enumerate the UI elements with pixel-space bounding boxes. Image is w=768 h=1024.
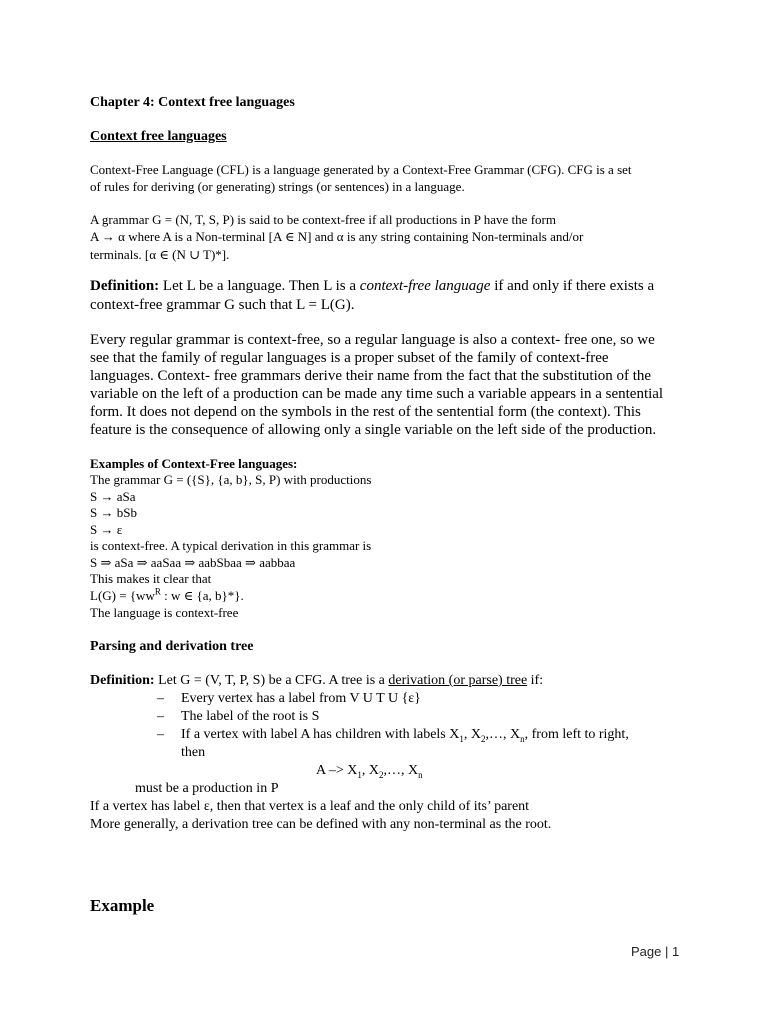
paragraph-line: A → α where A is a Non-terminal [A ∈ N] and α is any string containing Non-terminals and/or	[90, 229, 584, 244]
parsing-heading: Parsing and derivation tree	[90, 639, 254, 654]
definition-label: Definition:	[90, 278, 160, 294]
paragraph-line: Every regular grammar is context-free, so a regular language is also a context- free one, so we	[90, 332, 655, 348]
bullet-dash: –	[157, 727, 164, 742]
example-line: This makes it clear that	[90, 571, 212, 586]
bullet-dash: –	[157, 691, 164, 706]
example-line: S → bSb	[90, 505, 137, 520]
reverse-superscript: R	[154, 586, 161, 597]
definition-text: if and only if there exists a	[490, 278, 655, 294]
subscript: n	[520, 733, 525, 744]
definition-text: if:	[527, 673, 544, 688]
chapter-title: Chapter 4: Context free languages	[90, 95, 295, 110]
paragraph-line: of rules for deriving (or generating) strings (or sentences) in a language.	[90, 179, 465, 194]
language-text: : w ∈ {a, b}*}.	[160, 588, 244, 603]
paragraph-line: form. It does not depend on the symbols in the rest of the sentential form (the context). This	[90, 404, 641, 420]
subscript: 1	[459, 733, 464, 744]
example-line: is context-free. A typical derivation in this grammar is	[90, 538, 372, 553]
example-line: S → aSa	[90, 489, 136, 504]
definition-text: Let G = (V, T, P, S) be a CFG. A tree is a	[154, 673, 389, 688]
definition-line	[90, 278, 654, 295]
bullet-text: If a vertex with label A has children with labels X	[181, 727, 460, 742]
bullet-dash: –	[157, 709, 164, 724]
definition-term: derivation (or parse) tree	[388, 673, 528, 688]
definition-line	[90, 672, 543, 689]
subscript: n	[418, 769, 423, 780]
paragraph-line: variable on the left of a production can be made any time such a variable appears in a sentential	[90, 386, 664, 402]
definition-term: context-free language	[359, 278, 491, 294]
bullet-text: ,…, X	[485, 727, 521, 742]
formula-text: A –> X	[316, 763, 358, 778]
paragraph-line: Context-Free Language (CFL) is a language generated by a Context-Free Grammar (CFG). CFG is a set	[90, 162, 632, 177]
subscript: 1	[357, 769, 362, 780]
paragraph-line: see that the family of regular languages is a proper subset of the family of context-free	[90, 350, 609, 366]
bullet-text: , X	[463, 727, 481, 742]
definition-line: If a vertex has label ε, then that vertex is a leaf and the only child of its’ parent	[90, 799, 530, 814]
bullet-item: The label of the root is S	[181, 709, 320, 724]
definition-label: Definition:	[90, 673, 155, 688]
formula-text: ,…, X	[383, 763, 419, 778]
language-text: L(G) = {ww	[90, 588, 155, 603]
page-number: Page | 1	[631, 944, 680, 959]
paragraph-line: A grammar G = (N, T, S, P) is said to be context-free if all productions in P have the form	[90, 212, 556, 227]
section-heading: Context free languages	[90, 129, 227, 144]
example-line: S ⇒ aSa ⇒ aaSaa ⇒ aabSbaa ⇒ aabbaa	[90, 555, 296, 570]
formula-text: , X	[361, 763, 379, 778]
production-formula	[316, 762, 423, 779]
bullet-continuation: then	[181, 745, 206, 760]
paragraph-line: terminals. [α ∈ (N ∪ T)*].	[90, 247, 230, 262]
example-line: The language is context-free	[90, 605, 239, 620]
bullet-item	[181, 726, 629, 743]
language-definition	[90, 587, 244, 604]
subscript: 2	[378, 769, 384, 780]
bullet-item: Every vertex has a label from V U T U {ε}	[181, 691, 421, 706]
definition-line: must be a production in P	[135, 781, 279, 796]
paragraph-line: languages. Context- free grammars derive their name from the fact that the substitution of the	[90, 368, 652, 384]
subscript: 2	[481, 733, 486, 744]
example-line: The grammar G = ({S}, {a, b}, S, P) with productions	[90, 472, 372, 487]
example-line: S → ε	[90, 522, 123, 537]
definition-text: Let L be a language. Then L is a	[159, 278, 360, 294]
bullet-text: , from left to right,	[524, 727, 629, 742]
paragraph-line: feature is the consequence of allowing only a single variable on the left side of the production.	[90, 422, 657, 438]
definition-line: context-free grammar G such that L = L(G).	[90, 297, 355, 313]
definition-line: More generally, a derivation tree can be defined with any non-terminal as the root.	[90, 817, 552, 832]
examples-heading: Examples of Context-Free languages:	[90, 456, 298, 471]
example-heading: Example	[90, 896, 155, 915]
